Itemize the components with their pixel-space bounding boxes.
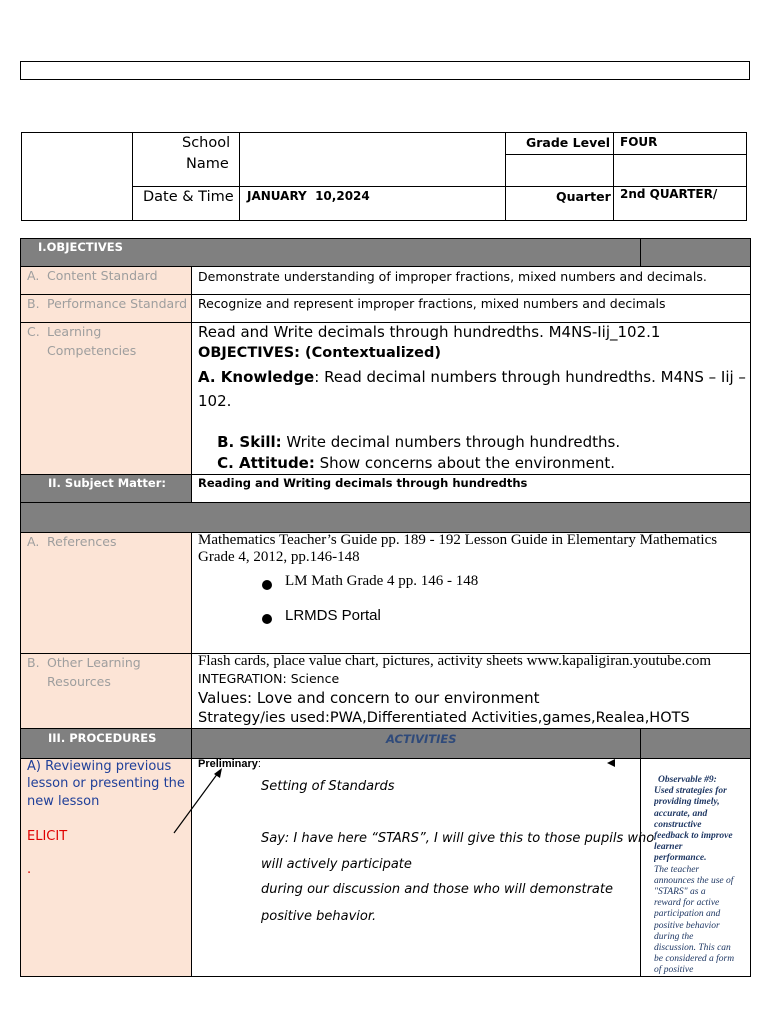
observable-title: Observable #9: [658,775,717,785]
reference-bullet-1: LM Math Grade 4 pp. 146 - 148 [285,573,479,589]
competencies-letter: C. [27,324,40,339]
attitude-text: Show concerns about the environment. [314,454,615,472]
observable-description-line: during the [654,931,694,942]
observable-description-line: participation and [654,909,721,920]
observable-description-line: be considered a form [654,954,735,965]
attitude-label: C. Attitude: [217,454,315,472]
objectives-heading: I.OBJECTIVES [38,240,123,254]
integration-text: INTEGRATION: Science [198,671,340,686]
contextualized-heading: OBJECTIVES: (Contextualized) [198,345,441,361]
observable-note [654,775,748,975]
observable-criteria-line: constructive [654,819,702,830]
references-text-1: Mathematics Teacher’s Guide pp. 189 - 192 Lesson Guide in Elementary Mathematics [198,532,718,548]
grade-level-value: FOUR [620,135,658,149]
observable-criteria-line: Used strategies for [654,786,727,797]
observable-description-line: announces the use of [654,875,734,886]
date-time-label: Date & Time [143,189,234,205]
elicit-label: ELICIT [27,829,68,844]
preliminary-colon: : [257,758,261,770]
quarter-label: Quarter [556,189,611,204]
observable-criteria-line: accurate, and [654,808,708,819]
observable-description-line: "STARS" as a [654,887,706,898]
step-a-line-2: lesson or presenting the [27,776,185,791]
reference-bullet-2: LRMDS Portal [285,607,381,624]
skill-text: Write decimal numbers through hundredths. [281,433,621,451]
content-standard-text: Demonstrate understanding of improper fractions, mixed numbers and decimals. [198,269,707,284]
bullet-icon [262,614,272,624]
top-banner-box [20,61,750,80]
knowledge-text-continued: 102. [198,392,232,410]
say-line-4: positive behavior. [261,909,377,924]
subject-matter-heading: II. Subject Matter: [48,476,166,490]
references-text-2: Grade 4, 2012, pp.146-148 [198,549,360,565]
say-line-1: Say: I have here “STARS”, I will give this to those pupils who [261,831,655,846]
elicit-dot: . [27,862,32,877]
school-label: School [182,135,231,151]
preliminary-label: Preliminary [198,758,258,770]
observable-criteria-line: performance. [654,853,707,864]
competency-line: Read and Write decimals through hundredths. M4NS-Iij_102.1 [198,323,661,341]
procedures-heading: III. PROCEDURES [48,731,157,745]
grade-level-label: Grade Level [526,135,610,150]
triangle-marker-icon [605,758,617,768]
knowledge-label: A. Knowledge [198,368,315,386]
references-letter: A. [27,534,40,549]
activities-label: ACTIVITIES [386,732,457,746]
setting-standards: Setting of Standards [261,779,395,794]
observable-criteria-line: learner [654,842,683,853]
content-standard-label: Content Standard [47,268,158,283]
knowledge-objective [198,368,746,386]
observable-description-line: positive behavior [654,920,720,931]
strategy-text: Strategy/ies used:PWA,Differentiated Activities,games,Realea,HOTS [198,710,690,726]
competencies-label-2: Competencies [47,343,137,358]
other-resources-letter: B. [27,655,40,670]
performance-standard-text: Recognize and represent improper fractions, mixed numbers and decimals [198,296,666,311]
say-line-2: will actively participate [261,857,412,872]
observable-description-line: of positive [654,965,694,975]
say-line-3: during our discussion and those who will demonstrate [261,882,613,897]
subject-matter-text: Reading and Writing decimals through hundredths [198,476,528,490]
observable-description [654,865,748,975]
materials-text: Flash cards, place value chart, pictures, activity sheets www.kapaligiran.youtube.com [198,653,712,669]
skill-label: B. Skill: [217,433,282,451]
arrow-annotation [170,765,230,837]
other-resources-label-1: Other Learning [47,655,141,670]
references-label: References [47,534,117,549]
observable-description-line: The teacher [654,864,700,875]
step-a-line-3: new lesson [27,794,100,809]
observable-description-line: reward for active [654,898,720,909]
observable-description-line: discussion. This can [654,943,731,954]
quarter-value: 2nd QUARTER/ [620,187,718,201]
step-a-line-1: A) Reviewing previous [27,759,172,774]
bullet-icon [262,580,272,590]
date-value: JANUARY 10,2024 [247,189,370,203]
observable-criteria-line: providing timely, [654,797,720,808]
knowledge-text: : Read decimal numbers through hundredths. M4NS – Iij – [314,368,746,386]
values-text: Values: Love and concern to our environment [198,689,540,707]
other-resources-label-2: Resources [47,674,111,689]
performance-standard-letter: B. [27,296,40,311]
competencies-label-1: Learning [47,324,102,339]
content-standard-letter: A. [27,268,40,283]
observable-criteria-line: feedback to improve [654,831,733,842]
name-label: Name [186,156,229,172]
observable-criteria [654,786,748,864]
performance-standard-label: Performance Standard [47,296,188,311]
